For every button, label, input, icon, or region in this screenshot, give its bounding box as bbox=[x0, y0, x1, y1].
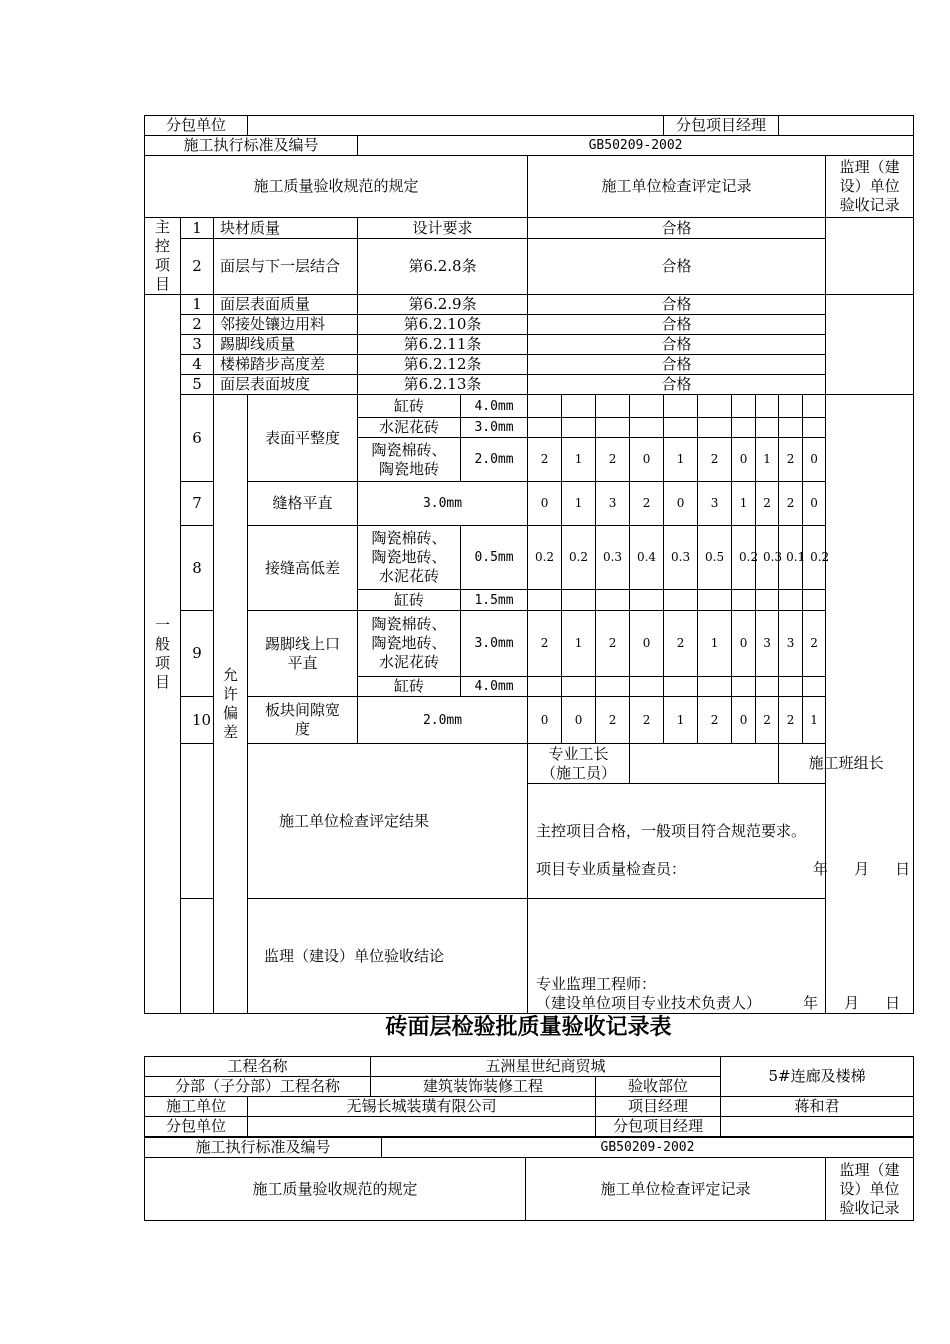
measure-value: 1 bbox=[664, 697, 698, 744]
tolerance: 3.0mm bbox=[358, 482, 528, 526]
measure-cell bbox=[756, 395, 779, 418]
item-requirement: 第6.2.10条 bbox=[358, 315, 528, 335]
contractor-label: 施工单位 bbox=[145, 1097, 248, 1117]
conclusion-text: 主控项目合格，一般项目符合规范要求。 bbox=[536, 822, 807, 840]
measure-cell bbox=[596, 677, 630, 697]
measure-cell bbox=[732, 590, 756, 611]
measure-cell bbox=[698, 418, 732, 438]
measure-value: 0 bbox=[803, 438, 826, 482]
measure-value: 0 bbox=[732, 611, 756, 677]
deviation-name: 表面平整度 bbox=[248, 395, 358, 482]
measure-cell bbox=[779, 590, 803, 611]
measure-cell bbox=[803, 418, 826, 438]
measure-cell bbox=[698, 590, 732, 611]
sub-project-label: 分部（子分部）工程名称 bbox=[145, 1077, 371, 1097]
item-name: 楼梯踏步高度差 bbox=[214, 355, 358, 375]
acceptance-part-label: 验收部位 bbox=[596, 1077, 721, 1097]
item-requirement: 第6.2.9条 bbox=[358, 295, 528, 315]
day-label: 日 bbox=[885, 994, 901, 1012]
item-no: 5 bbox=[181, 375, 214, 395]
item-name: 面层表面坡度 bbox=[214, 375, 358, 395]
measure-value: 0 bbox=[630, 611, 664, 677]
item-requirement: 设计要求 bbox=[358, 218, 528, 239]
standard-value: GB50209-2002 bbox=[382, 1138, 914, 1158]
item-result: 合格 bbox=[528, 218, 826, 239]
measure-value: 1 bbox=[732, 482, 756, 526]
measure-value: 2 bbox=[779, 482, 803, 526]
measure-cell bbox=[698, 677, 732, 697]
measure-value: 3 bbox=[779, 611, 803, 677]
item-name: 面层与下一层结合 bbox=[214, 239, 358, 295]
standard-label: 施工执行标准及编号 bbox=[145, 1138, 382, 1158]
year-label: 年 bbox=[803, 994, 819, 1012]
measure-cell bbox=[664, 677, 698, 697]
measure-cell bbox=[664, 418, 698, 438]
standard-value: GB50209-2002 bbox=[358, 136, 914, 156]
construction-record-header: 施工单位检查评定记录 bbox=[528, 156, 826, 218]
item-no: 8 bbox=[181, 526, 214, 611]
subcontract-manager-value bbox=[779, 116, 914, 136]
measure-cell bbox=[698, 395, 732, 418]
construction-record-header: 施工单位检查评定记录 bbox=[526, 1158, 826, 1221]
item-requirement: 第6.2.11条 bbox=[358, 335, 528, 355]
spec-header: 施工质量验收规范的规定 bbox=[145, 156, 528, 218]
measure-value: 2 bbox=[664, 611, 698, 677]
measure-value: 2 bbox=[779, 697, 803, 744]
measure-value: 2 bbox=[596, 438, 630, 482]
material: 陶瓷棉砖、陶瓷地砖、水泥花砖 bbox=[358, 526, 461, 590]
inspector-label: 项目专业质量检查员： bbox=[536, 860, 687, 878]
measure-cell bbox=[630, 418, 664, 438]
item-no: 10 bbox=[181, 697, 214, 744]
item-no: 9 bbox=[181, 611, 214, 697]
subcontract-manager-value bbox=[721, 1117, 914, 1137]
item-no: 1 bbox=[181, 218, 214, 239]
measure-cell bbox=[664, 395, 698, 418]
pm-label: 项目经理 bbox=[596, 1097, 721, 1117]
measure-cell bbox=[756, 418, 779, 438]
measure-value: 1 bbox=[664, 438, 698, 482]
construction-result-content bbox=[528, 784, 914, 899]
measure-value: 0 bbox=[732, 438, 756, 482]
measure-value: 0 bbox=[630, 438, 664, 482]
measure-value: 0.3 bbox=[756, 526, 779, 590]
tolerance: 2.0mm bbox=[461, 438, 528, 482]
year-label: 年 bbox=[813, 860, 829, 878]
inspection-record-table bbox=[144, 115, 914, 1014]
subcontract-unit-label: 分包单位 bbox=[145, 1117, 248, 1137]
measure-value: 0 bbox=[528, 482, 562, 526]
measure-value: 3 bbox=[596, 482, 630, 526]
month-label: 月 bbox=[854, 860, 870, 878]
deviation-label: 允许偏差 bbox=[214, 395, 248, 1014]
measure-cell bbox=[756, 677, 779, 697]
general-group-label: 一般项目 bbox=[145, 295, 181, 1014]
main-control-group-label: 主控项目 bbox=[145, 218, 181, 295]
measure-value: 2 bbox=[596, 611, 630, 677]
project-name-value: 五洲星世纪商贸城 bbox=[371, 1057, 721, 1077]
foreman-label: 专业工长（施工员） bbox=[528, 744, 630, 784]
measure-cell bbox=[596, 418, 630, 438]
measure-value: 2 bbox=[803, 611, 826, 677]
supervision-record-header: 监理（建设）单位验收记录 bbox=[826, 1158, 914, 1221]
foreman-value bbox=[630, 744, 779, 784]
measure-cell bbox=[779, 418, 803, 438]
day-label: 日 bbox=[895, 860, 911, 878]
measure-cell bbox=[630, 395, 664, 418]
measure-value: 2 bbox=[528, 611, 562, 677]
standard-label: 施工执行标准及编号 bbox=[145, 136, 358, 156]
measure-value: 1 bbox=[803, 697, 826, 744]
item-no: 2 bbox=[181, 239, 214, 295]
measure-value: 2 bbox=[698, 697, 732, 744]
measure-cell bbox=[596, 590, 630, 611]
item-requirement: 第6.2.8条 bbox=[358, 239, 528, 295]
subcontract-unit-value bbox=[248, 116, 664, 136]
measure-value: 2 bbox=[528, 438, 562, 482]
measure-value: 0 bbox=[562, 697, 596, 744]
construction-result-label: 施工单位检查评定结果 bbox=[181, 744, 528, 899]
project-name-label: 工程名称 bbox=[145, 1057, 371, 1077]
measure-value: 1 bbox=[562, 482, 596, 526]
item-result: 合格 bbox=[528, 335, 826, 355]
item-no: 1 bbox=[181, 295, 214, 315]
tolerance: 2.0mm bbox=[358, 697, 528, 744]
measure-cell bbox=[528, 395, 562, 418]
form-header-table bbox=[144, 1056, 914, 1137]
item-name: 面层表面质量 bbox=[214, 295, 358, 315]
measure-value: 2 bbox=[596, 697, 630, 744]
measure-value: 0.2 bbox=[528, 526, 562, 590]
supervisor-label: 专业监理工程师： bbox=[536, 975, 657, 993]
form-standard-table bbox=[144, 1137, 914, 1221]
pm-value: 蒋和君 bbox=[721, 1097, 914, 1117]
measure-value: 2 bbox=[756, 482, 779, 526]
item-no: 2 bbox=[181, 315, 214, 335]
deviation-name: 踢脚线上口平直 bbox=[248, 611, 358, 697]
measure-value: 2 bbox=[779, 438, 803, 482]
measure-value: 0.3 bbox=[664, 526, 698, 590]
material: 缸砖 bbox=[358, 395, 461, 418]
measure-value: 1 bbox=[756, 438, 779, 482]
supervisor-sign-line bbox=[536, 994, 913, 1013]
measure-cell bbox=[803, 590, 826, 611]
measure-cell bbox=[779, 395, 803, 418]
measure-cell bbox=[732, 418, 756, 438]
item-name: 踢脚线质量 bbox=[214, 335, 358, 355]
item-no: 4 bbox=[181, 355, 214, 375]
main-control-supervision-cell bbox=[826, 218, 914, 295]
measure-cell bbox=[756, 590, 779, 611]
item-result: 合格 bbox=[528, 355, 826, 375]
deviation-name: 板块间隙宽度 bbox=[248, 697, 358, 744]
measure-value: 0.5 bbox=[698, 526, 732, 590]
measure-cell bbox=[732, 677, 756, 697]
material: 水泥花砖 bbox=[358, 418, 461, 438]
location-value: 5#连廊及楼梯 bbox=[721, 1057, 914, 1097]
measure-cell bbox=[562, 418, 596, 438]
item-result: 合格 bbox=[528, 315, 826, 335]
sub-project-value: 建筑装饰装修工程 bbox=[371, 1077, 596, 1097]
deviation-name: 缝格平直 bbox=[248, 482, 358, 526]
item-no: 3 bbox=[181, 335, 214, 355]
subcontract-unit-value bbox=[248, 1117, 596, 1137]
measure-cell bbox=[528, 418, 562, 438]
subcontract-manager-label: 分包项目经理 bbox=[664, 116, 779, 136]
measure-cell bbox=[562, 677, 596, 697]
measure-cell bbox=[596, 395, 630, 418]
measure-value: 3 bbox=[698, 482, 732, 526]
general-supervision-cell bbox=[826, 295, 914, 395]
measure-value: 1 bbox=[562, 611, 596, 677]
measure-value: 0.4 bbox=[630, 526, 664, 590]
tolerance: 3.0mm bbox=[461, 418, 528, 438]
supervision-conclusion-content bbox=[528, 899, 914, 1014]
measure-value: 2 bbox=[630, 697, 664, 744]
tolerance: 0.5mm bbox=[461, 526, 528, 590]
measure-value: 0 bbox=[803, 482, 826, 526]
material: 缸砖 bbox=[358, 590, 461, 611]
item-name: 块材质量 bbox=[214, 218, 358, 239]
measure-value: 1 bbox=[698, 611, 732, 677]
measure-cell bbox=[664, 590, 698, 611]
measure-value: 0 bbox=[664, 482, 698, 526]
measure-value: 0.2 bbox=[732, 526, 756, 590]
measure-value: 0 bbox=[732, 697, 756, 744]
tolerance: 3.0mm bbox=[461, 611, 528, 677]
subcontract-manager-label: 分包项目经理 bbox=[596, 1117, 721, 1137]
measure-cell bbox=[779, 677, 803, 697]
material: 缸砖 bbox=[358, 677, 461, 697]
measure-value: 0.3 bbox=[596, 526, 630, 590]
spec-header: 施工质量验收规范的规定 bbox=[145, 1158, 526, 1221]
measure-value: 2 bbox=[756, 697, 779, 744]
material: 陶瓷棉砖、陶瓷地砖、水泥花砖 bbox=[358, 611, 461, 677]
month-label: 月 bbox=[844, 994, 860, 1012]
item-requirement: 第6.2.13条 bbox=[358, 375, 528, 395]
subcontract-unit-label: 分包单位 bbox=[145, 116, 248, 136]
form-title: 砖面层检验批质量验收记录表 bbox=[385, 1015, 672, 1040]
measure-cell bbox=[528, 677, 562, 697]
item-result: 合格 bbox=[528, 295, 826, 315]
measure-cell bbox=[562, 395, 596, 418]
team-leader-label: 施工班组长 bbox=[779, 744, 914, 784]
measure-cell bbox=[630, 677, 664, 697]
measure-cell bbox=[630, 590, 664, 611]
measure-cell bbox=[562, 590, 596, 611]
item-name: 邻接处镶边用料 bbox=[214, 315, 358, 335]
measure-cell bbox=[528, 590, 562, 611]
measure-value: 2 bbox=[698, 438, 732, 482]
measure-cell bbox=[803, 395, 826, 418]
item-no: 6 bbox=[181, 395, 214, 482]
item-no: 7 bbox=[181, 482, 214, 526]
measure-value: 0.1 bbox=[779, 526, 803, 590]
measure-value: 0 bbox=[528, 697, 562, 744]
material: 陶瓷棉砖、陶瓷地砖 bbox=[358, 438, 461, 482]
inspector-sign-line bbox=[536, 860, 913, 879]
measure-cell bbox=[803, 677, 826, 697]
deviation-name: 接缝高低差 bbox=[248, 526, 358, 611]
measure-value: 0.2 bbox=[562, 526, 596, 590]
item-requirement: 第6.2.12条 bbox=[358, 355, 528, 375]
tolerance: 4.0mm bbox=[461, 395, 528, 418]
tolerance: 4.0mm bbox=[461, 677, 528, 697]
measure-value: 0.2 bbox=[803, 526, 826, 590]
supervision-record-header: 监理（建设）单位验收记录 bbox=[826, 156, 914, 218]
measure-value: 3 bbox=[756, 611, 779, 677]
item-result: 合格 bbox=[528, 375, 826, 395]
measure-value: 2 bbox=[630, 482, 664, 526]
measure-value: 1 bbox=[562, 438, 596, 482]
supervision-conclusion-label: 监理（建设）单位验收结论 bbox=[181, 899, 528, 1014]
item-result: 合格 bbox=[528, 239, 826, 295]
contractor-value: 无锡长城装璜有限公司 bbox=[248, 1097, 596, 1117]
tolerance: 1.5mm bbox=[461, 590, 528, 611]
owner-tech-label: （建设单位项目专业技术负责人） bbox=[536, 994, 762, 1012]
measure-cell bbox=[732, 395, 756, 418]
